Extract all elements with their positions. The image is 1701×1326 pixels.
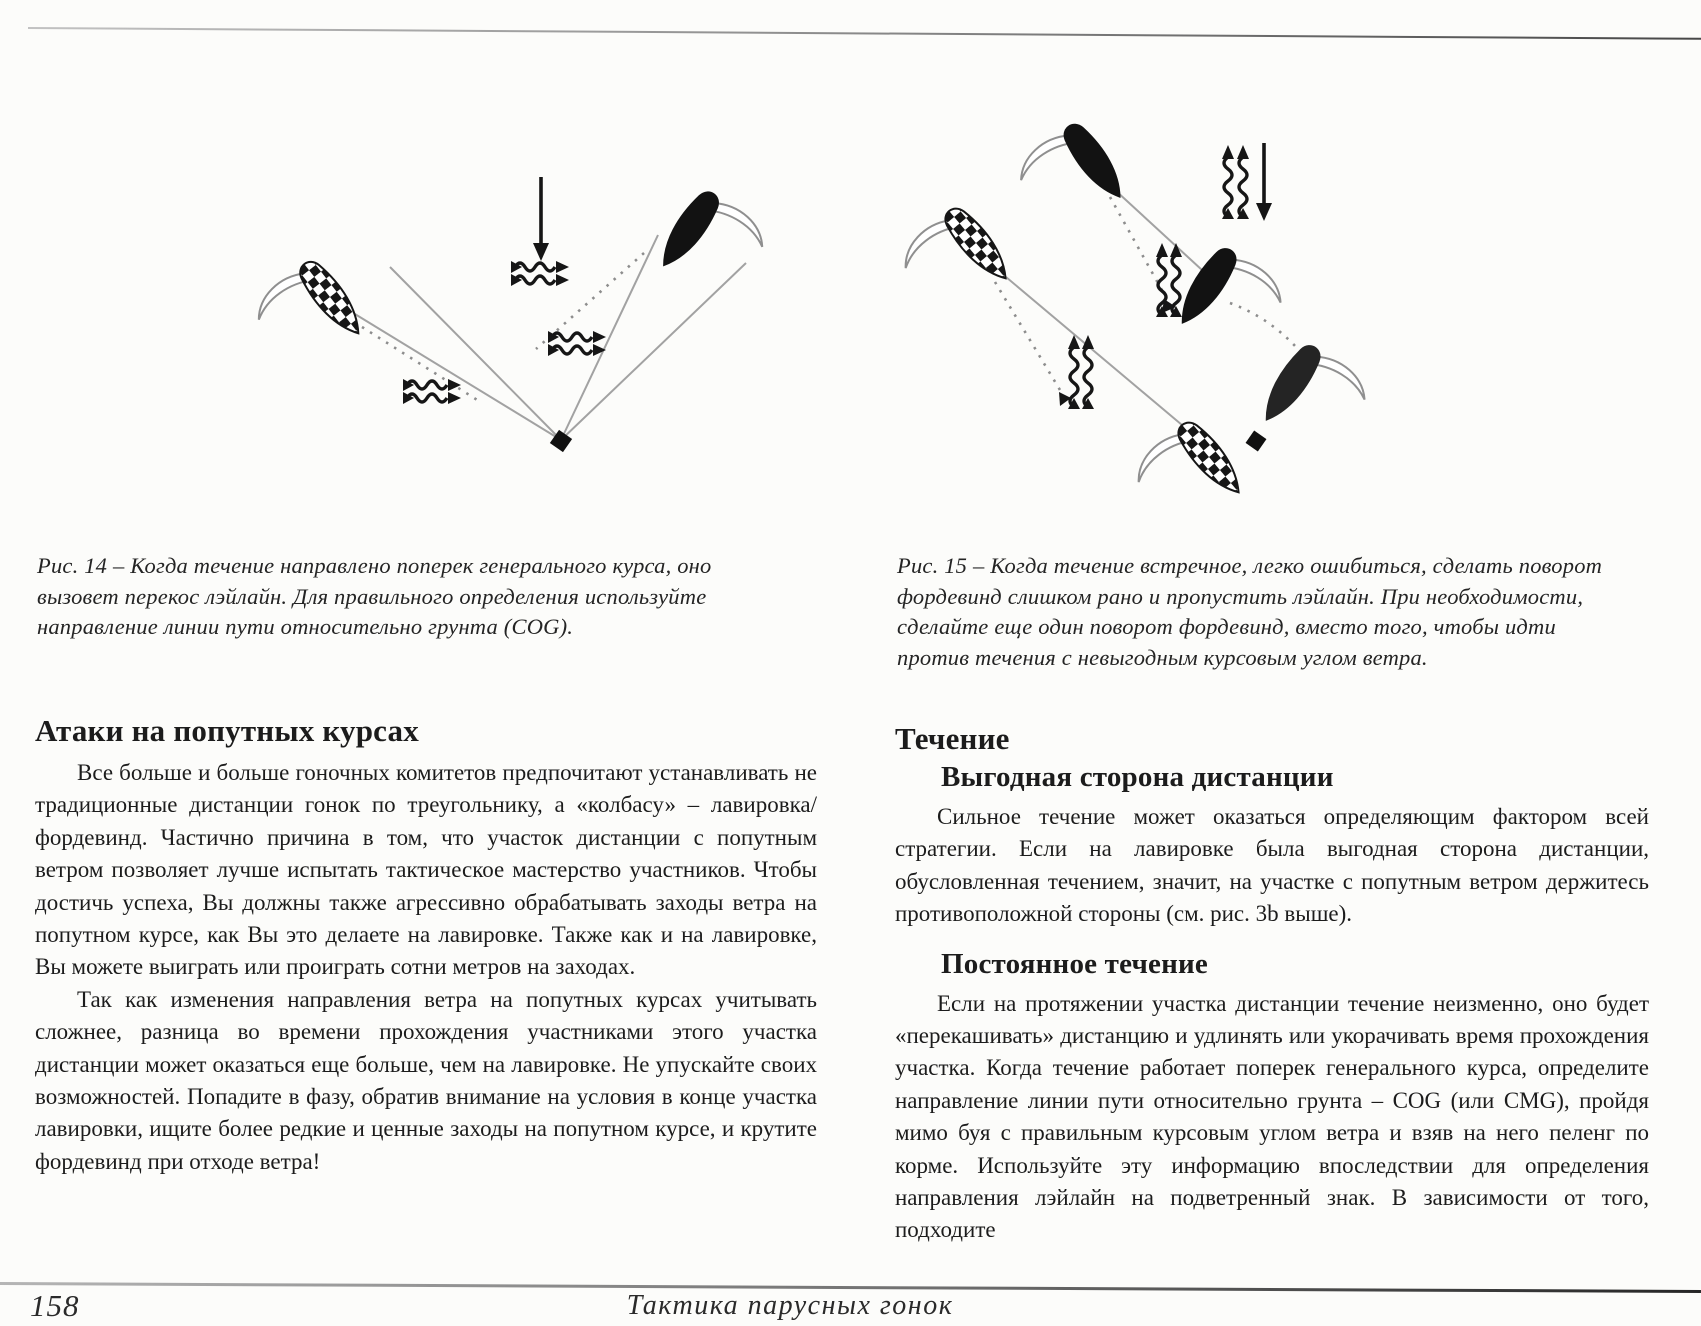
paragraph: Сильное течение может оказаться определяющим фактором всей стратегии. Если на лавировке была выгодная сторона дистанции, обусловленная течением, значит, на участке с попутным ветром держитесь противоположной стороны (см. рис. 3b выше). bbox=[895, 804, 1649, 927]
paragraph: Все больше и больше гоночных комитетов предпочитают устанавливать не традиционные дистанции гонок по треугольнику, а «колбасу» – лавировка/фордевинд. Частично причина в том, что участок дистанции с попутным ветром позволяет лучше испытать тактическое мастерство участников. Чтобы достичь успеха, Вы должны также агрессивно обрабатывать заходы ветра на попутном курсе, как Вы это делаете на лавировке. Также как и на лавировке, Вы можете выиграть или проиграть сотни метров на заходах. bbox=[35, 760, 817, 980]
subheading-favored-side: Выгодная сторона дистанции bbox=[941, 761, 1334, 793]
running-footer-title: Тактика парусных гонок bbox=[626, 1290, 954, 1321]
subheading-constant-current: Постоянное течение bbox=[941, 947, 1208, 980]
figure-14-caption: Рис. 14 – Когда течение направлено поперек генерального курса, оно вызовет перекос лэйлайн. Для правильного определения используйте направление линии пути относительно грунта (COG). bbox=[37, 553, 712, 639]
drift-lines-dotted bbox=[995, 197, 1296, 395]
figure-15-caption: Рис. 15 – Когда течение встречное, легко ошибиться, сделать поворот фордевинд слишком рано и пропустить лэйлайн. При необходимости, сделайте еще один поворот фордевинд, вместо того, чтобы идти против течения с невыгодным курсовым углом ветра. bbox=[897, 553, 1603, 670]
top-rule-line bbox=[28, 27, 1701, 40]
spinnaker-boat-icon bbox=[1128, 416, 1249, 500]
wind-arrow-icon bbox=[1256, 143, 1272, 221]
paragraph: Так как изменения направления ветра на попутных курсах учитывать сложнее, разница во времени прохождения участниками этого участка дистанции может оказаться еще больше, чем на лавировке. Не упускайте своих возможностей. Попадите в фазу, обратив внимание на условия в конце участка лавировки, ищите более редкие и ценные заходы на попутном курсе, и крутите фордевинд при отходе ветра! bbox=[35, 986, 817, 1174]
black-boat-icon bbox=[1171, 242, 1290, 362]
black-boat-icon bbox=[1011, 117, 1131, 238]
dark-boat-icon bbox=[1255, 339, 1374, 459]
page-number: 158 bbox=[30, 1288, 80, 1323]
figure-15-diagram bbox=[860, 85, 1420, 500]
right-text-column bbox=[895, 714, 1649, 1247]
leeward-mark-icon bbox=[1246, 431, 1267, 452]
figure-14-diagram bbox=[230, 95, 830, 490]
black-boat-icon bbox=[652, 185, 771, 306]
left-text-column bbox=[35, 714, 817, 1178]
section-heading-current: Течение bbox=[895, 721, 1010, 756]
spinnaker-boat-icon bbox=[895, 202, 1016, 324]
wind-arrow-icon bbox=[533, 177, 549, 261]
section-heading-downwind-attacks: Атаки на попутных курсах bbox=[35, 713, 419, 748]
spinnaker-boat-icon bbox=[249, 255, 370, 376]
paragraph: Если на протяжении участка дистанции течение неизменно, оно будет «перекашивать» дистанцию и удлинять или укорачивать время прохождения участка. Когда течение работает поперек генерального курса, определите направление линии пути относительно грунта – COG (или CMG), пройдя мимо буя с правильным курсовым углом ветра и взяв на него пеленг по корме. Используйте эту информацию впоследствии для определения направления лэйлайн на подветренный знак. В зависимости от того, подходите bbox=[895, 990, 1649, 1243]
